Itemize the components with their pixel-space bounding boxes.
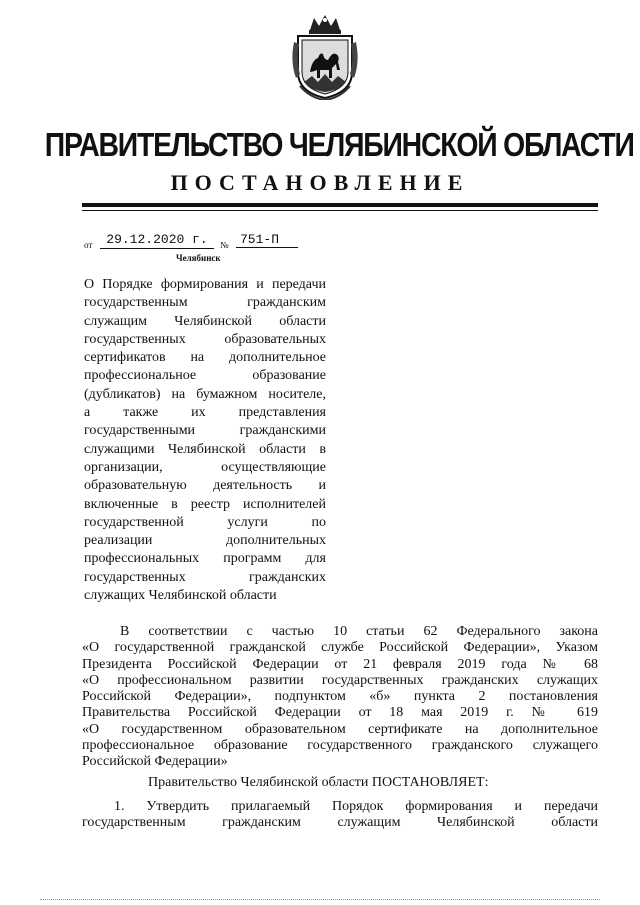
scan-edge-artifact xyxy=(40,899,600,901)
subject-line: государственных гражданских xyxy=(84,569,326,585)
header-rule-thick xyxy=(82,203,598,207)
subject-line: а также их представления xyxy=(84,405,326,421)
subject-line: включенные в реестр исполнителей xyxy=(84,496,326,512)
subject-line: сертификатов на дополнительное xyxy=(84,350,326,366)
preamble-line: Российской Федерации» xyxy=(82,754,228,770)
preamble-line: профессиональное образование государственного гражданского служащего xyxy=(82,738,598,754)
subject-line: государственных образовательных xyxy=(84,331,326,347)
preamble-line: «О профессиональном развитии государственных гражданских служащих xyxy=(82,672,598,688)
subject-line: государственными гражданскими xyxy=(84,423,326,439)
subject-line: государственным гражданским xyxy=(84,295,326,311)
subject-line: (дубликатов) на бумажном носителе, xyxy=(84,386,326,402)
preamble-line: Российской Федерации», подпунктом «б» пункта 2 постановления xyxy=(82,689,598,705)
subject-line: служащим Челябинской области xyxy=(84,313,326,329)
number-label: № xyxy=(220,240,229,250)
item-1-line: государственным гражданским служащим Челябинской области xyxy=(82,815,598,831)
preamble-paragraph xyxy=(82,624,598,771)
subject-line: образовательную деятельность и xyxy=(84,478,326,494)
resolves-line: Правительство Челябинской области ПОСТАНОВЛЯЕТ: xyxy=(148,775,489,790)
document-type: ПОСТАНОВЛЕНИЕ xyxy=(170,170,470,195)
subject-line: профессиональное образование xyxy=(84,368,326,384)
header-rule-thin xyxy=(82,210,598,211)
coat-of-arms-emblem xyxy=(290,12,360,100)
subject-line: организации, осуществляющие xyxy=(84,459,326,475)
preamble-line: «О государственной гражданской службе Российской Федерации», Указом xyxy=(82,640,598,656)
preamble-line: Президента Российской Федерации от 21 февраля 2019 года № 68 xyxy=(82,656,598,672)
item-1-paragraph xyxy=(82,799,598,832)
subject-line: О Порядке формирования и передачи xyxy=(84,277,326,292)
subject-line: профессиональных программ для xyxy=(84,551,326,567)
subject-line: государственной услуги по xyxy=(84,514,326,530)
government-title: ПРАВИТЕЛЬСТВО ЧЕЛЯБИНСКОЙ ОБЛАСТИ xyxy=(44,126,634,163)
date-from-label: от xyxy=(84,240,93,250)
document-date: 29.12.2020 г. xyxy=(100,232,214,249)
subject-line: реализации дополнительных xyxy=(84,533,326,549)
resolves-paragraph xyxy=(82,775,598,791)
document-number: 751-П xyxy=(236,232,298,248)
subject-line: служащих Челябинской области xyxy=(84,588,277,604)
preamble-line: «О государственном образовательном сертификате на дополнительное xyxy=(82,721,598,737)
item-1-line: 1. Утвердить прилагаемый Порядок формирования и передачи xyxy=(114,799,598,814)
subject-line: служащими Челябинской области в xyxy=(84,441,326,457)
preamble-line: В соответствии с частью 10 статьи 62 Федерального закона xyxy=(120,624,598,639)
preamble-line: Правительства Российской Федерации от 18 мая 2019 г. № 619 xyxy=(82,705,598,721)
document-subject xyxy=(84,276,326,605)
city-name: Челябинск xyxy=(176,253,221,263)
